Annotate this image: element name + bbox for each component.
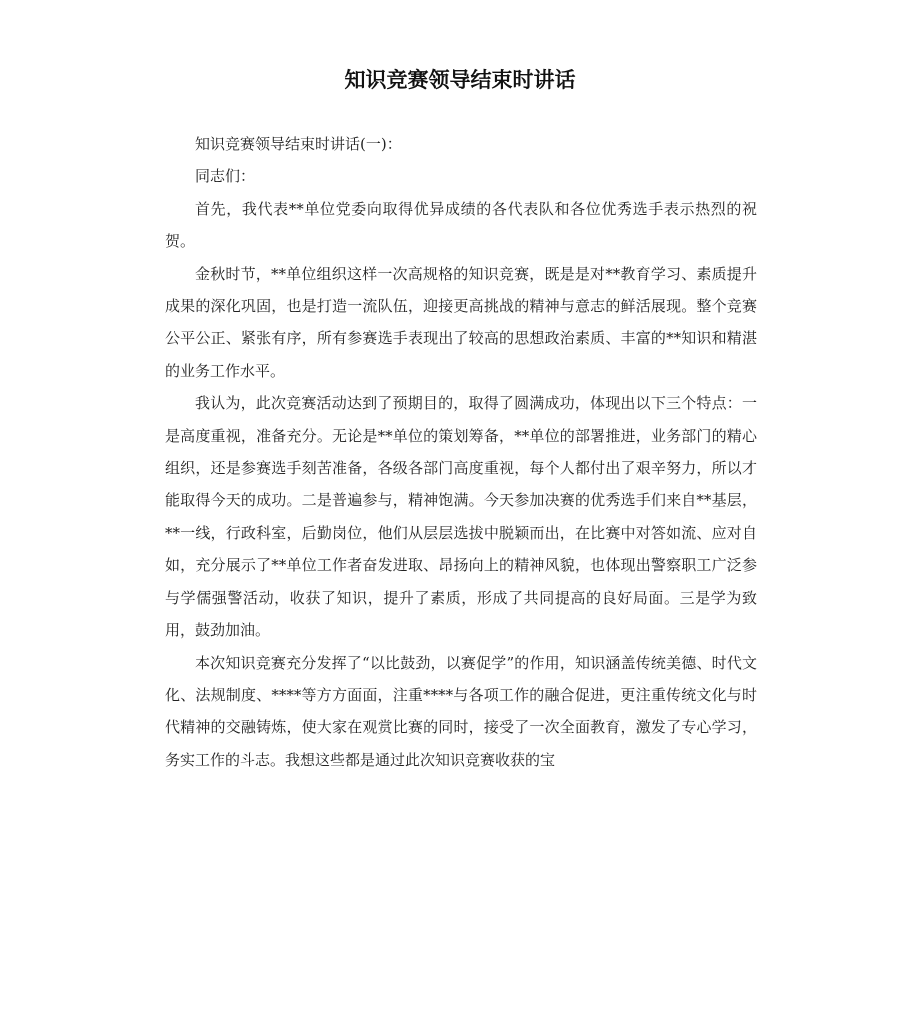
paragraph-heading: 知识竞赛领导结束时讲话(一)： bbox=[195, 135, 402, 153]
document-title: 知识竞赛领导结束时讲话 bbox=[344, 68, 576, 92]
document-body bbox=[165, 128, 757, 776]
paragraph-salutation: 同志们： bbox=[195, 167, 256, 186]
paragraph-competition-effect: 本次知识竞赛充分发挥了“以比鼓劲，以赛促学”的作用，知识涵盖传统美德、时代文化、法规制度、****等方方面面，注重****与各项工作的融合促进，更注重传统文化与时代精神的交融铸炼，使大家在观赏比赛的同时，接受了一次全面教育，激发了专心学习，务实工作的斗志。我想这些都是通过此次知识竞赛收获的宝 bbox=[165, 653, 757, 769]
paragraph-autumn-competition: 金秋时节，**单位组织这样一次高规格的知识竞赛，既是是对**教育学习、素质提升成果的深化巩固，也是打造一流队伍，迎接更高挑战的精神与意志的鲜活展现。整个竞赛公平公正、紧张有序，所有参赛选手表现出了较高的思想政治素质、丰富的**知识和精湛的业务工作水平。 bbox=[165, 264, 757, 380]
paragraph-three-features: 我认为，此次竞赛活动达到了预期目的，取得了圆满成功，体现出以下三个特点：一是高度重视，准备充分。无论是**单位的策划筹备，**单位的部署推进，业务部门的精心组织，还是参赛选手刻苦准备，各级各部门高度重视，每个人都付出了艰辛努力，所以才能取得今天的成功。二是普遍参与，精神饱满。今天参加决赛的优秀选手们来自**基层，**一线，行政科室，后勤岗位，他们从层层选拔中脱颖而出，在比赛中对答如流、应对自如，充分展示了**单位工作者奋发进取、昂扬向上的精神风貌，也体现出警察职工广泛参与学儒强警活动，收获了知识，提升了素质，形成了共同提高的良好局面。三是学为致用，鼓劲加油。 bbox=[165, 394, 757, 640]
paragraph-congratulations: 首先，我代表**单位党委向取得优异成绩的各代表队和各位优秀选手表示热烈的祝贺。 bbox=[165, 199, 757, 251]
